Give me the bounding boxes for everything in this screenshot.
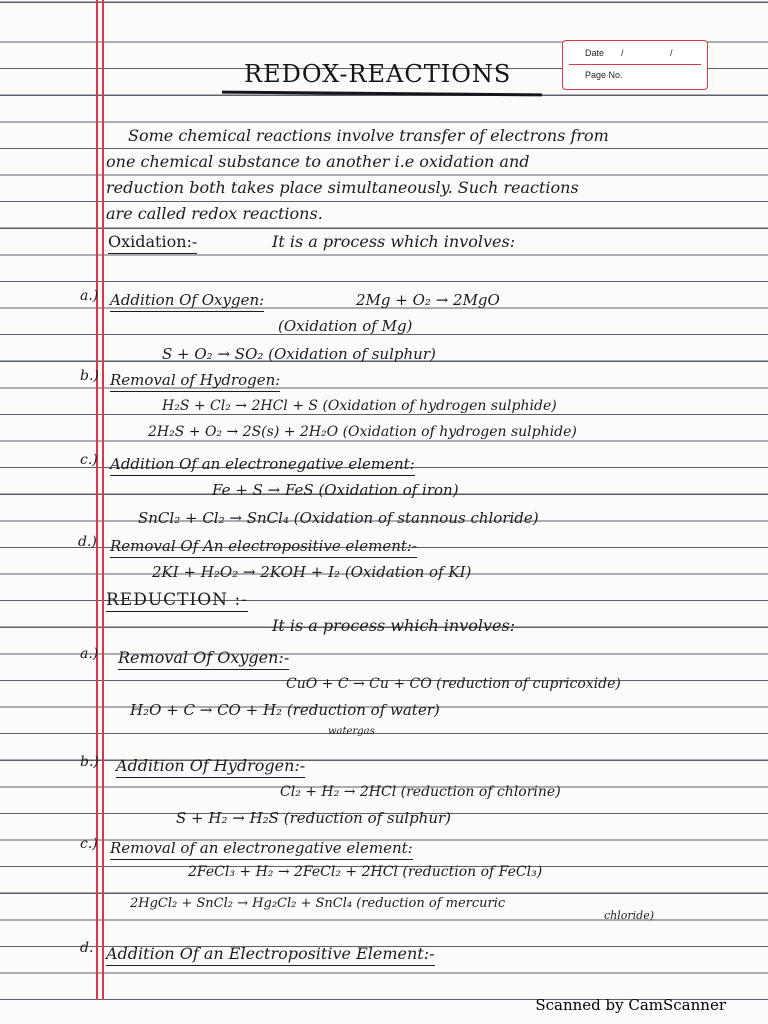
item-marker: a.): [80, 288, 99, 304]
reaction: 2Mg + O₂ → 2MgO: [356, 291, 500, 309]
item-title: Removal of Hydrogen:: [110, 370, 280, 392]
reaction-note: chloride): [604, 909, 655, 922]
intro-line: Some chemical reactions involve transfer of electrons from: [128, 126, 609, 145]
intro-line: reduction both takes place simultaneously. Such reactions: [106, 178, 579, 197]
date-slashes: / /: [621, 48, 695, 58]
reaction: 2FeCl₃ + H₂ → 2FeCl₂ + 2HCl (reduction of FeCl₃): [188, 864, 543, 880]
reaction: CuO + C → Cu + CO (reduction of cupricoxide): [286, 676, 621, 692]
item-title: Removal Of An electropositive element:-: [110, 536, 417, 558]
reaction: 2H₂S + O₂ → 2S(s) + 2H₂O (Oxidation of hydrogen sulphide): [148, 424, 577, 440]
reaction-note: watergas: [328, 726, 375, 737]
reduction-heading: REDUCTION :-: [106, 590, 248, 610]
item-title: Addition Of an electronegative element:: [110, 454, 415, 476]
oxidation-heading: Oxidation:-: [108, 232, 197, 254]
date-label: Date: [585, 48, 605, 58]
reaction: SnCl₂ + Cl₂ → SnCl₄ (Oxidation of stannous chloride): [138, 509, 539, 527]
reaction: Cl₂ + H₂ → 2HCl (reduction of chlorine): [280, 784, 561, 800]
item-marker: d.): [78, 534, 97, 550]
reaction: S + H₂ → H₂S (reduction of sulphur): [176, 809, 452, 827]
margin-line: [102, 0, 104, 1000]
item-marker: c.): [80, 452, 98, 468]
date-box-divider: [569, 64, 701, 65]
item-marker: b.): [80, 754, 99, 770]
page-title: REDOX-REACTIONS: [244, 60, 512, 88]
oxidation-lead: It is a process which involves:: [272, 232, 516, 251]
reaction: Fe + S → FeS (Oxidation of iron): [212, 481, 459, 499]
reaction: (Oxidation of Mg): [278, 317, 413, 335]
reduction-lead: It is a process which involves:: [272, 616, 516, 635]
intro-line: are called redox reactions.: [106, 204, 323, 223]
title-underline: [222, 91, 542, 97]
reaction: H₂S + Cl₂ → 2HCl + S (Oxidation of hydrogen sulphide): [162, 398, 557, 414]
scanner-watermark: Scanned by CamScanner: [535, 996, 726, 1014]
reaction: S + O₂ → SO₂ (Oxidation of sulphur): [162, 345, 436, 363]
item-title: Removal Of Oxygen:-: [118, 648, 289, 670]
reaction: 2KI + H₂O₂ → 2KOH + I₂ (Oxidation of KI): [152, 563, 472, 581]
intro-line: one chemical substance to another i.e oxidation and: [106, 152, 530, 171]
item-marker: a.): [80, 646, 99, 662]
item-title: Addition Of Hydrogen:-: [116, 756, 305, 778]
item-marker: c.): [80, 836, 98, 852]
item-title: Addition Of Oxygen:: [110, 290, 264, 312]
item-title: Removal of an electronegative element:: [110, 838, 413, 860]
item-marker: b.): [80, 368, 99, 384]
date-box: [562, 40, 708, 90]
item-marker: d.: [80, 940, 94, 956]
reaction: 2HgCl₂ + SnCl₂ → Hg₂Cl₂ + SnCl₄ (reduction of mercuric: [130, 896, 506, 911]
page-no-label: Page No.: [585, 70, 623, 80]
item-title: Addition Of an Electropositive Element:-: [106, 944, 435, 966]
reaction: H₂O + C → CO + H₂ (reduction of water): [130, 701, 440, 719]
